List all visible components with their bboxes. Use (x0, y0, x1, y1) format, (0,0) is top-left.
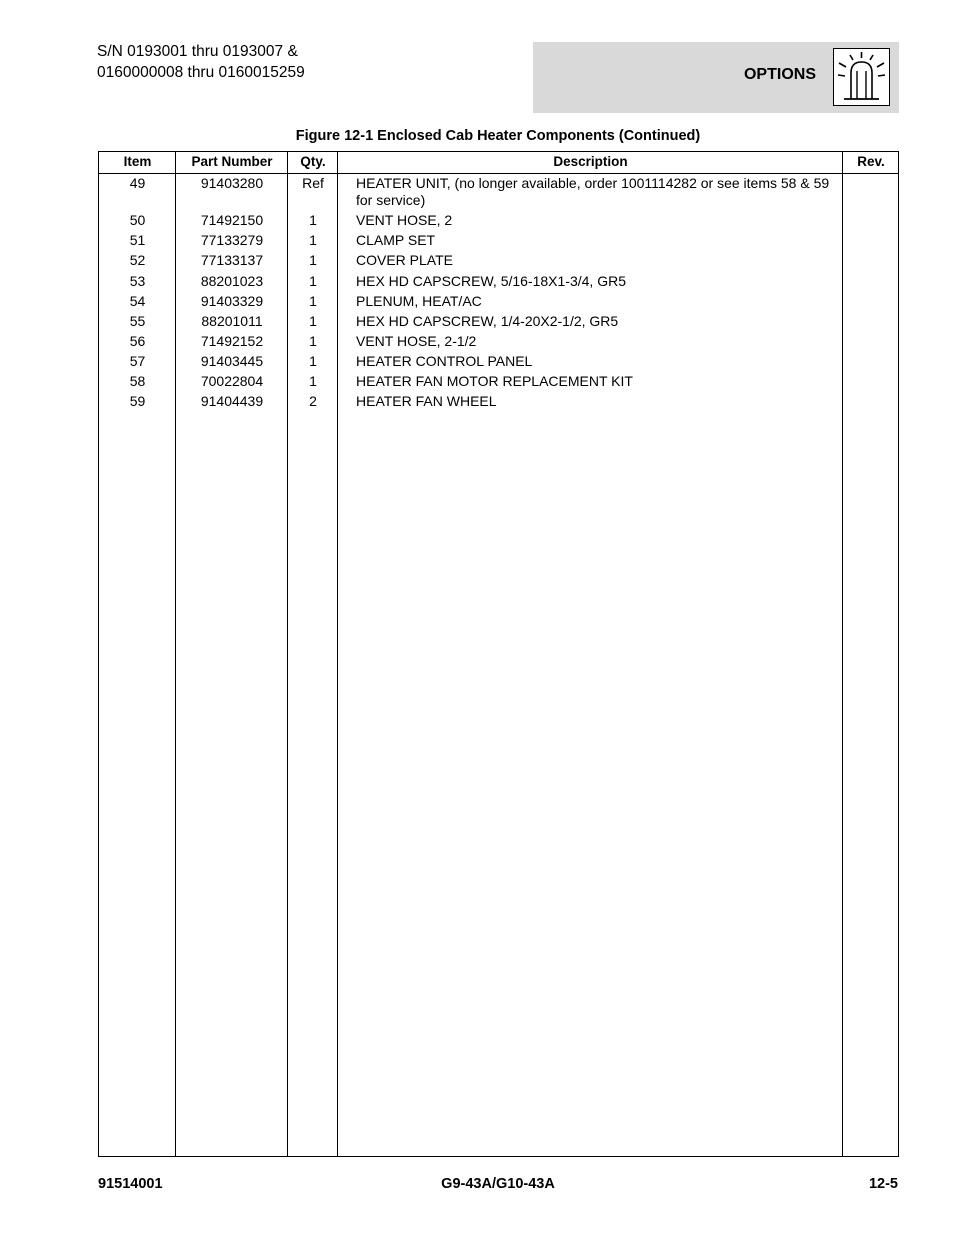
serial-line-2: 0160000008 thru 0160015259 (97, 64, 305, 81)
item-number: 58 (129, 373, 146, 389)
part-number: 91404439 (200, 393, 264, 409)
item-number: 56 (129, 333, 146, 349)
item-number: 52 (129, 252, 146, 268)
description: HEX HD CAPSCREW, 5/16-18X1-3/4, GR5 (356, 273, 626, 289)
footer-page-number: 12-5 (868, 1176, 898, 1192)
header-divider (99, 173, 898, 174)
part-number: 71492150 (200, 212, 264, 228)
part-number: 70022804 (200, 373, 264, 389)
section-tab (533, 42, 899, 113)
item-number: 51 (129, 232, 146, 248)
quantity: 1 (309, 293, 317, 309)
figure-title: Figure 12-1 Enclosed Cab Heater Components (Continued) (295, 128, 701, 144)
quantity: 1 (309, 212, 317, 228)
item-number: 49 (129, 175, 146, 191)
part-number: 77133137 (200, 252, 264, 268)
quantity: 1 (309, 313, 317, 329)
part-number: 71492152 (200, 333, 264, 349)
item-number: 57 (129, 353, 146, 369)
description: VENT HOSE, 2-1/2 (356, 333, 477, 349)
part-number: 77133279 (200, 232, 264, 248)
column-divider (842, 152, 843, 1156)
part-number: 88201011 (201, 313, 263, 329)
footer-model: G9-43A/G10-43A (441, 1176, 555, 1192)
part-number: 91403445 (200, 353, 264, 369)
beacon-light-icon (833, 48, 890, 106)
description: HEATER UNIT, (no longer available, order 1001114282 or see items 58 & 59 for service) (356, 175, 830, 208)
description: COVER PLATE (356, 252, 453, 268)
serial-number-range (97, 41, 305, 83)
parts-table (98, 151, 899, 1157)
quantity: 1 (309, 232, 317, 248)
part-number: 88201023 (200, 273, 264, 289)
column-header-item: Item (123, 154, 152, 169)
item-number: 55 (129, 313, 146, 329)
column-header-rev: Rev. (857, 154, 885, 169)
item-number: 50 (129, 212, 146, 228)
part-number: 91403329 (200, 293, 264, 309)
description: HEATER FAN WHEEL (356, 393, 497, 409)
description: HEATER FAN MOTOR REPLACEMENT KIT (356, 373, 633, 389)
quantity: 1 (309, 373, 317, 389)
column-header-part-number: Part Number (191, 154, 273, 169)
quantity: 1 (309, 333, 317, 349)
serial-line-1: S/N 0193001 thru 0193007 & (97, 43, 298, 60)
description: PLENUM, HEAT/AC (356, 293, 482, 309)
footer-doc-number: 91514001 (98, 1176, 163, 1192)
item-number: 54 (129, 293, 146, 309)
column-header-qty: Qty. (300, 154, 326, 169)
column-header-description: Description (553, 154, 628, 169)
quantity: 1 (309, 353, 317, 369)
item-number: 53 (129, 273, 146, 289)
quantity: Ref (302, 175, 324, 191)
quantity: 2 (309, 393, 317, 409)
description: HEX HD CAPSCREW, 1/4-20X2-1/2, GR5 (356, 313, 619, 329)
part-number: 91403280 (200, 175, 264, 191)
item-number: 59 (129, 393, 146, 409)
description: HEATER CONTROL PANEL (356, 353, 533, 369)
description: VENT HOSE, 2 (356, 212, 453, 228)
section-title: OPTIONS (743, 66, 816, 83)
quantity: 1 (309, 273, 317, 289)
description: CLAMP SET (356, 232, 436, 248)
quantity: 1 (309, 252, 317, 268)
